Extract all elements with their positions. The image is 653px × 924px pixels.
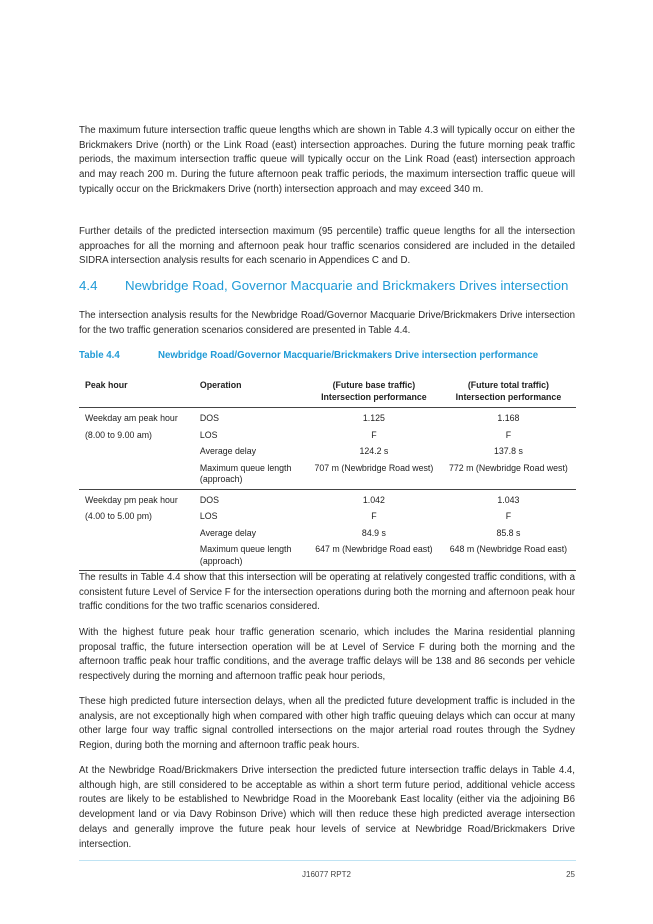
paragraph-highest-scenario: With the highest future peak hour traffic generation scenario, which includes the Marina residential planning proposal traffic, the future intersection operation will be at Level of Service F during both the morning and the afternoon traffic peak hour traffic conditions, and the average traffic delays will be 138 and 86 seconds per vehicle respectively during the morning and afternoon traffic peak hour periods,: [79, 627, 575, 683]
table-header-row: [79, 376, 576, 408]
total-value-cell: 648 m (Newbridge Road east): [439, 542, 576, 571]
base-value-cell: 1.125: [362, 413, 385, 423]
header-peak-hour: Peak hour: [85, 380, 128, 390]
operation-cell: DOS: [199, 413, 219, 423]
total-value-cell: 137.8 s: [493, 446, 523, 456]
total-value-cell: 85.8 s: [496, 527, 521, 538]
table-title: Newbridge Road/Governor Macquarie/Brickmakers Drive intersection performance: [158, 350, 539, 361]
table-label: Table 4.4: [79, 350, 120, 361]
operation-cell: LOS: [199, 429, 218, 440]
header-future-total: [439, 376, 576, 408]
base-value-cell: 707 m (Newbridge Road west): [307, 461, 439, 490]
peak-hour-label: Weekday am peak hour: [85, 413, 178, 423]
paragraph-queue-lengths: The maximum future intersection traffic queue lengths which are shown in Table 4.3 will typically occur on either the Brickmakers Drive (north) or the Link Road (east) intersection approaches. During the future morning peak traffic periods, the maximum intersection traffic queue will typically occur on the Link Road (east) intersection approach and may reach 200 m. During the future afternoon peak traffic periods, the maximum intersection traffic queue will typically occur on the Brickmakers Drive (north) intersection approach and may exceed 340 m.: [79, 125, 575, 195]
total-value-cell: 772 m (Newbridge Road west): [439, 461, 576, 490]
table-row: [79, 461, 576, 490]
operation-cell: Maximum queue length (approach): [194, 542, 307, 571]
peak-hour-time: (8.00 to 9.00 am): [85, 429, 152, 440]
table-row: [79, 408, 576, 428]
table-caption: [79, 350, 538, 361]
total-value-cell: 1.043: [497, 494, 520, 505]
base-value-cell: 1.042: [362, 494, 385, 505]
footer-reference: J16077 RPT2: [302, 870, 351, 879]
table-row: [79, 509, 576, 526]
header-future-base-line1: (Future base traffic): [332, 380, 416, 390]
header-operation: Operation: [199, 380, 242, 390]
footer-divider: [79, 860, 576, 861]
header-future-base: [307, 376, 439, 408]
header-future-total-line2: Intersection performance: [455, 391, 562, 402]
total-value-cell: 1.168: [497, 413, 520, 423]
section-number: 4.4: [79, 278, 98, 293]
table-row: [79, 428, 576, 445]
base-value-cell: F: [371, 429, 377, 440]
operation-cell: DOS: [199, 494, 219, 505]
operation-cell: Average delay: [199, 527, 256, 538]
header-future-base-line2: Intersection performance: [321, 391, 427, 402]
operation-cell: Average delay: [199, 446, 256, 456]
table-row: [79, 526, 576, 543]
section-heading: [79, 278, 568, 293]
header-future-total-line1: (Future total traffic): [467, 380, 549, 390]
peak-hour-label: Weekday pm peak hour: [85, 494, 178, 505]
base-value-cell: 647 m (Newbridge Road east): [307, 542, 439, 571]
paragraph-newbridge-brickmakers: At the Newbridge Road/Brickmakers Drive intersection the predicted future intersection traffic delays in Table 4.4, although high, are still considered to be acceptable as within a short term future period, additional vehicle access routes are likely to be established to Newbridge Road in the Moorebank East locality (either via the adjoining B6 development land or via Davy Robinson Drive) which will then reduce these high predicted average intersection delays and generally improve the future peak hour levels of service at Newbridge Road/Brickmakers Drive intersection.: [79, 765, 575, 850]
total-value-cell: F: [505, 511, 512, 521]
operation-cell: LOS: [199, 511, 218, 521]
base-value-cell: F: [371, 511, 377, 521]
base-value-cell: 84.9 s: [361, 527, 386, 538]
intersection-performance-table: [79, 376, 576, 571]
paragraph-intro-table: The intersection analysis results for the Newbridge Road/Governor Macquarie Drive/Brickmakers Drive intersection for the two traffic generation scenarios considered are presented in Table 4.4.: [79, 310, 575, 336]
table-row: [79, 542, 576, 571]
paragraph-high-delays: These high predicted future intersection delays, when all the predicted future development traffic is included in the analysis, are not exceptionally high when compared with other high traffic queuing delays which can occur at many other large four way traffic signal controlled intersections on the major arterial road routes through the Sydney Region, during both the morning and afternoon traffic peak hours.: [79, 696, 575, 752]
peak-hour-time: (4.00 to 5.00 pm): [85, 511, 152, 521]
paragraph-further-details: Further details of the predicted intersection maximum (95 percentile) traffic queue lengths for all the intersection approaches for all the morning and afternoon peak hour traffic scenarios considered are included in the detailed SIDRA intersection analysis results for each scenario in Appendices C and D.: [79, 226, 575, 267]
base-value-cell: 124.2 s: [359, 446, 389, 456]
section-title: Newbridge Road, Governor Macquarie and Brickmakers Drives intersection: [125, 278, 569, 293]
paragraph-results: The results in Table 4.4 show that this intersection will be operating at relatively congested traffic conditions, with a consistent future Level of Service F for the intersection operations during both the morning and afternoon peak hour traffic conditions for the two traffic scenarios considered.: [79, 572, 575, 613]
total-value-cell: F: [505, 429, 512, 440]
table-row: [79, 444, 576, 461]
operation-cell: Maximum queue length (approach): [194, 461, 307, 490]
table-row: [79, 489, 576, 509]
page-number: 25: [566, 870, 575, 879]
